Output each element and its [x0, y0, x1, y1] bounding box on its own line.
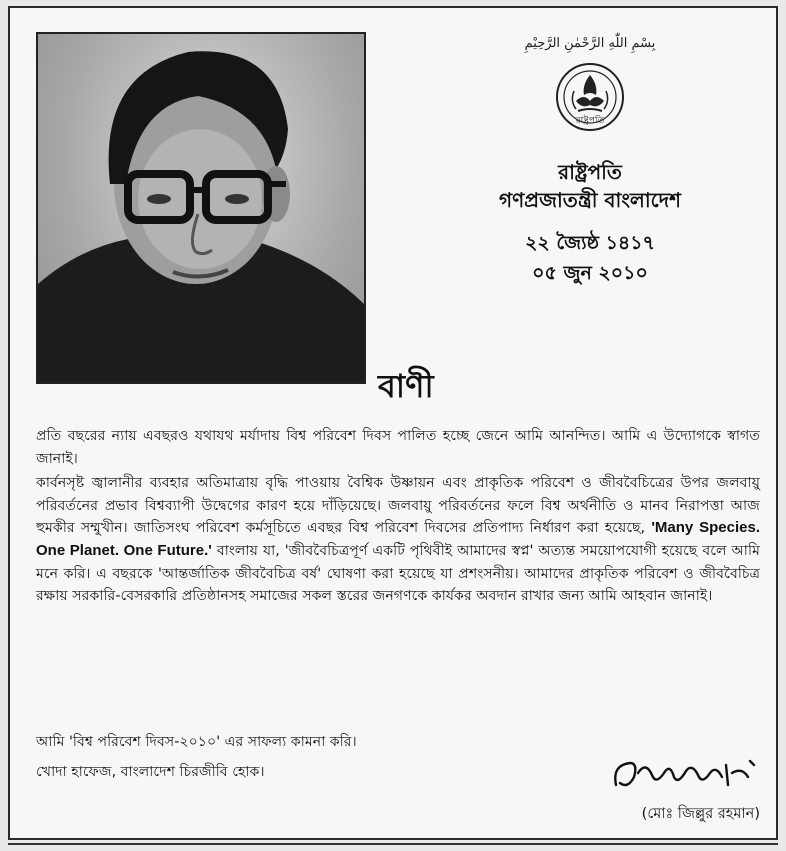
date-gregorian: ০৫ জুন ২০১০ [532, 262, 648, 284]
closing-block [36, 727, 357, 787]
body-paragraph-1: প্রতি বছরের ন্যায় এবছরও যথাযথ মর্যাদায় বিশ্ব পরিবেশ দিবস পালিত হচ্ছে জেনে আমি আনন্দিত। আমি এ উদ্যোগকে স্বাগত জানাই। [36, 428, 760, 467]
message-title: বাণী [378, 367, 434, 405]
paragraph-2-continued: বাংলায় যা, 'জীববৈচিত্রপূর্ণ একটি পৃথিবীই আমাদের স্বপ্ন' অত্যন্ত সময়োপযোগী হয়েছে বলে আমি মনে করি। এ বছরকে 'আন্তর্জাতিক জীববৈচিত্র বর্ষ' ঘোষণা করা হয়েছে যা প্রশংসনীয়। আমাদের প্রাকৃতিক পরিবেশ ও জীববৈচিত্র রক্ষায় সরকারি-বেসরকারি প্রতিষ্ঠানসহ সমাজের সকল স্তরের জনগণকে কার্যকর অবদান রাখার জন্য আমি আহবান জানাই। [36, 542, 760, 605]
office-line-1: রাষ্ট্রপতি [558, 160, 622, 184]
date-block [420, 228, 760, 288]
signer-name: (মোঃ জিল্লুর রহমান) [641, 806, 760, 822]
closing-wish: আমি 'বিশ্ব পরিবেশ দিবস-২০১০' এর সাফল্য কামনা করি। [36, 734, 357, 750]
closing-farewell: খোদা হাফেজ, বাংলাদেশ চিরজীবি হোক। [36, 764, 265, 780]
bottom-divider [8, 843, 778, 845]
handwritten-signature [608, 755, 758, 795]
message-body [36, 425, 760, 610]
header-block [420, 30, 760, 288]
emblem-caption: রাষ্ট্রপতি [575, 116, 605, 126]
bismillah-text: بِسْمِ اللّٰهِ الرَّحْمٰنِ الرَّحِيْمِ [524, 36, 656, 51]
president-portrait [36, 32, 366, 384]
body-paragraph-2 [36, 472, 760, 608]
theme-slogan: 'Many Species. One Planet. One Future.' [36, 519, 761, 559]
paragraph-2-text: কার্বনসৃষ্ট জ্বালানীর ব্যবহার অতিমাত্রায় বৃদ্ধি পাওয়ায় বৈশ্বিক উষ্ণায়ন এবং প্রাকৃতিক পরিবেশ ও জীববৈচিত্রের উপর জলবায়ু পরিবর্তনের প্রভাব বিশ্বব্যাপী উদ্বেগের কারণ হয়ে দাঁড়িয়েছে। জলবায়ু পরিবর্তনের ফলে বিশ্ব অর্থনীতি ও মানব নিরাপত্তা আজ হুমকীর সম্মুখীন। জাতিসংঘ পরিবেশ কর্মসূচিতে এবছর বিশ্ব পরিবেশ দিবসের প্রতিপাদ্য নির্ধারণ করা হয়েছে, [36, 475, 760, 537]
date-bangla: ২২ জ্যৈষ্ঠ ১৪১৭ [525, 232, 655, 254]
office-title [420, 158, 760, 214]
office-line-2: গণপ্রজাতন্ত্রী বাংলাদেশ [498, 188, 682, 212]
